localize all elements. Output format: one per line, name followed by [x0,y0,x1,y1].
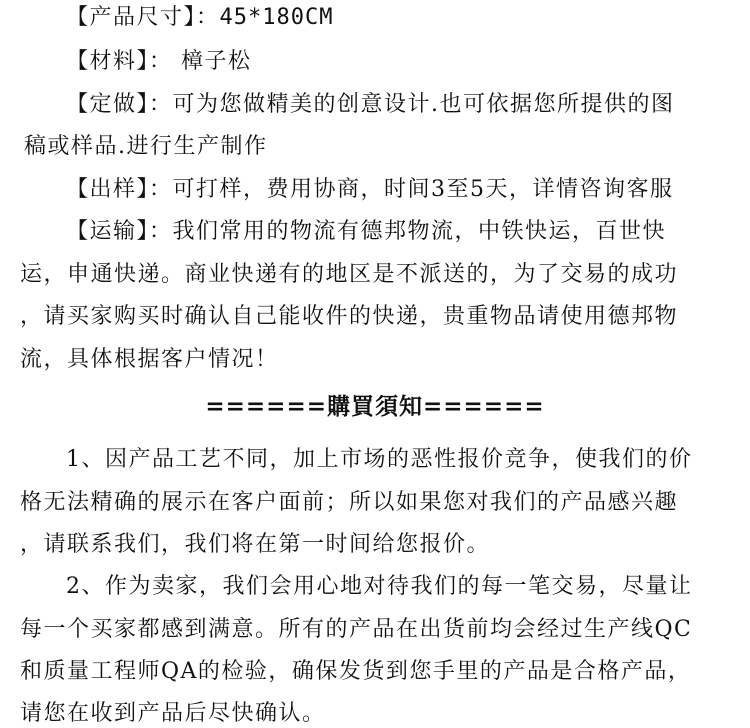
shipping-line-1: 【运输】：我们常用的物流有德邦物流，中铁快运，百世快 [66,219,667,244]
purchase-notice-heading: ======購買須知====== [205,394,545,420]
notice-p2-line-3: 和质量工程师QA的检验，确保发货到您手里的产品是合格产品， [20,659,692,684]
notice-p2-line-1: 2、作为卖家，我们会用心地对待我们的每一笔交易，尽量让 [66,574,693,599]
size-line [66,4,333,32]
material-line: 【材料】： 樟子松 [66,49,252,74]
shipping-line-4: 流，具体根据客户情况！ [20,347,279,372]
size-label: 【产品尺寸】： [66,5,220,30]
notice-p1-line-3: ，请联系我们，我们将在第一时间给您报价。 [20,532,491,557]
size-value: 45*180CM [219,5,334,30]
notice-p1-line-1: 1、因产品工艺不同，加上市场的恶性报价竞争，使我们的价 [66,447,693,472]
custom-line-1: 【定做】：可为您做精美的创意设计.也可依据您所提供的图 [66,92,675,117]
shipping-line-3: ，请买家购买时确认自己能收件的快递，贵重物品请使用德邦物 [20,304,679,329]
notice-p2-line-2: 每一个买家都感到满意。所有的产品在出货前均会经过生产线QC [20,617,693,642]
shipping-line-2: 运，申通快递。商业快递有的地区是不派送的，为了交易的成功 [20,262,679,287]
sample-line: 【出样】：可打样，费用协商，时间3至5天，详情咨询客服 [66,177,674,202]
custom-line-2: 稿或样品.进行生产制作 [24,134,268,159]
notice-p1-line-2: 格无法精确的展示在客户面前；所以如果您对我们的产品感兴趣 [20,490,679,515]
notice-p2-line-4: 请您在收到产品后尽快确认。 [20,701,326,726]
